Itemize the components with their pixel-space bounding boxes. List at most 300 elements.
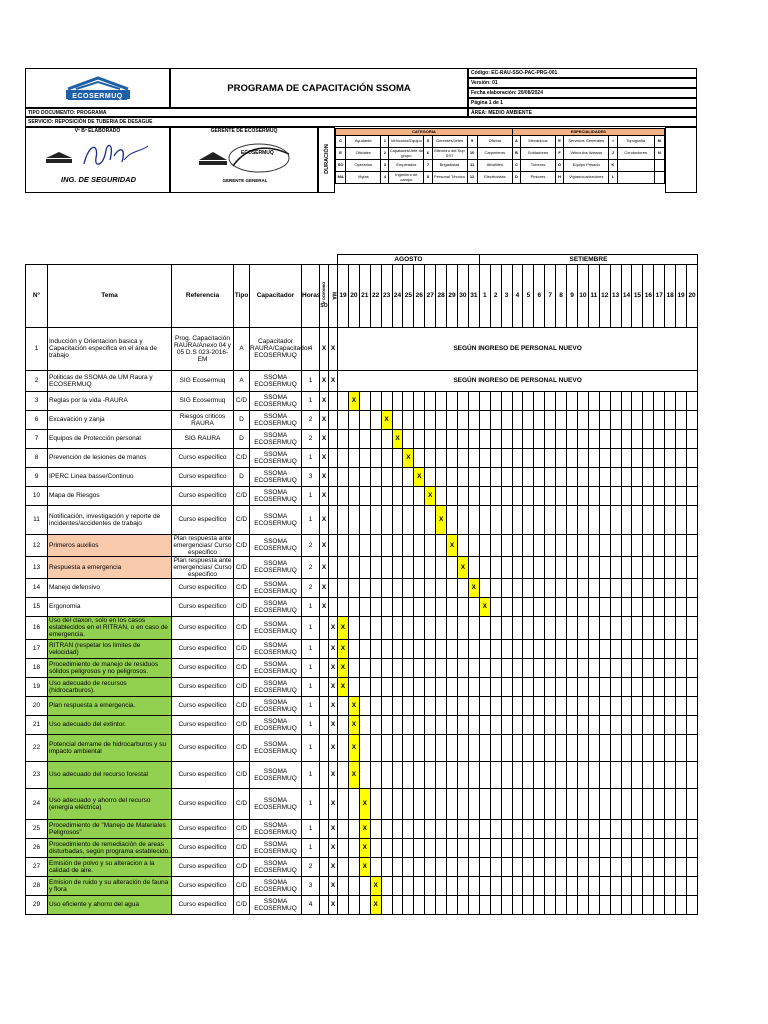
schedule-cell (468, 838, 479, 857)
col-topic: Tema (48, 264, 172, 327)
schedule-cell (545, 734, 556, 761)
schedule-mark: X (348, 761, 359, 788)
schedule-cell (425, 696, 436, 715)
legend-code: E (336, 148, 346, 160)
schedule-cell (621, 819, 632, 838)
schedule-cell (414, 658, 425, 677)
schedule-cell (425, 448, 436, 467)
schedule-cell (381, 658, 392, 677)
schedule-cell (523, 857, 534, 876)
schedule-cell (654, 448, 665, 467)
schedule-cell (348, 838, 359, 857)
table-row (26, 788, 698, 819)
schedule-cell (468, 391, 479, 410)
schedule-cell (687, 410, 698, 429)
schedule-cell (370, 658, 381, 677)
col-type: Tipo (234, 264, 250, 327)
schedule-cell (447, 857, 458, 876)
row-hours: 1 (302, 696, 320, 715)
row-type: C/D (234, 857, 250, 876)
schedule-cell (599, 534, 610, 556)
schedule-cell (436, 429, 447, 448)
schedule-cell (490, 505, 501, 534)
schedule-cell (403, 734, 414, 761)
schedule-mark: X (425, 486, 436, 505)
schedule-cell (501, 639, 512, 658)
schedule-cell (610, 788, 621, 819)
schedule-cell (610, 486, 621, 505)
schedule-cell (348, 556, 359, 578)
row-trainer: SSOMA ECOSERMUQ (250, 734, 302, 761)
legend-label: Topografía (617, 136, 654, 148)
schedule-cell (468, 448, 479, 467)
row-number: 8 (26, 448, 48, 467)
schedule-cell (338, 556, 349, 578)
schedule-cell (392, 876, 403, 895)
schedule-cell (370, 556, 381, 578)
schedule-cell (556, 534, 567, 556)
schedule-cell (425, 734, 436, 761)
day-header: 16 (643, 264, 654, 327)
row-type: C/D (234, 639, 250, 658)
schedule-cell (403, 876, 414, 895)
schedule-cell (501, 556, 512, 578)
schedule-cell (621, 597, 632, 616)
schedule-cell (370, 391, 381, 410)
schedule-cell (457, 696, 468, 715)
schedule-cell (621, 857, 632, 876)
schedule-cell (338, 391, 349, 410)
row-reference: Plan respuesta ante emergencias/ Curso especifico (173, 556, 232, 578)
schedule-cell (534, 534, 545, 556)
schedule-cell (381, 639, 392, 658)
schedule-cell (643, 696, 654, 715)
row-hours: 2 (302, 534, 320, 556)
category-heading: CATEGORIA (336, 129, 513, 136)
schedule-cell (687, 677, 698, 696)
schedule-cell (545, 819, 556, 838)
schedule-cell (599, 448, 610, 467)
schedule-mark: X (348, 696, 359, 715)
schedule-cell (490, 534, 501, 556)
schedule-cell (381, 857, 392, 876)
schedule-cell (501, 597, 512, 616)
schedule-cell (621, 534, 632, 556)
row-note: SEGÚN INGRESO DE PERSONAL NUEVO (338, 327, 698, 370)
schedule-cell (523, 838, 534, 857)
schedule-cell (370, 616, 381, 639)
schedule-cell (403, 715, 414, 734)
row-ma: X (329, 761, 338, 788)
schedule-cell (403, 761, 414, 788)
row-number: 25 (26, 819, 48, 838)
schedule-cell (599, 505, 610, 534)
schedule-cell (468, 895, 479, 914)
schedule-cell (665, 895, 676, 914)
row-type: C/D (234, 876, 250, 895)
legend-code: 5 (424, 136, 432, 148)
schedule-cell (577, 838, 588, 857)
day-header: 13 (610, 264, 621, 327)
schedule-cell (425, 895, 436, 914)
schedule-cell (545, 857, 556, 876)
schedule-cell (556, 616, 567, 639)
row-trainer: SSOMA ECOSERMUQ (250, 639, 302, 658)
legend-label: Tuberos (521, 160, 556, 172)
schedule-cell (687, 715, 698, 734)
row-number: 17 (26, 639, 48, 658)
legend-code: 2 (381, 148, 389, 160)
row-trainer: SSOMA ECOSERMUQ (250, 410, 302, 429)
schedule-cell (338, 597, 349, 616)
schedule-cell (359, 677, 370, 696)
schedule-cell (665, 486, 676, 505)
schedule-cell (381, 677, 392, 696)
schedule-cell (501, 838, 512, 857)
schedule-cell (512, 838, 523, 857)
schedule-mark: X (370, 895, 381, 914)
schedule-cell (643, 448, 654, 467)
row-type: C/D (234, 895, 250, 914)
schedule-cell (359, 715, 370, 734)
schedule-cell (556, 429, 567, 448)
schedule-cell (338, 467, 349, 486)
schedule-cell (567, 838, 578, 857)
row-number: 16 (26, 616, 48, 639)
schedule-cell (545, 486, 556, 505)
row-type: C/D (234, 597, 250, 616)
row-reference: Curso especifico (172, 597, 234, 616)
schedule-cell (577, 391, 588, 410)
schedule-cell (621, 429, 632, 448)
row-topic: Uso adecuado del extintor. (48, 715, 172, 734)
schedule-cell (490, 857, 501, 876)
row-type: C/D (234, 391, 250, 410)
schedule-cell (512, 696, 523, 715)
schedule-cell (610, 578, 621, 597)
schedule-cell (414, 819, 425, 838)
schedule-cell (359, 391, 370, 410)
schedule-cell (414, 429, 425, 448)
schedule-cell (392, 788, 403, 819)
schedule-cell (665, 696, 676, 715)
schedule-cell (523, 734, 534, 761)
schedule-cell (665, 556, 676, 578)
schedule-cell (588, 677, 599, 696)
schedule-cell (577, 578, 588, 597)
company-logo (25, 68, 170, 108)
schedule-cell (567, 505, 578, 534)
schedule-cell (665, 505, 676, 534)
legend-label: Oficina (477, 136, 512, 148)
schedule-cell (534, 486, 545, 505)
schedule-cell (534, 658, 545, 677)
schedule-cell (359, 658, 370, 677)
schedule-cell (490, 696, 501, 715)
schedule-cell (501, 429, 512, 448)
schedule-cell (425, 677, 436, 696)
row-so: X (320, 597, 329, 616)
schedule-cell (457, 486, 468, 505)
schedule-cell (348, 505, 359, 534)
legend-code: G (555, 160, 563, 172)
schedule-cell (654, 534, 665, 556)
schedule-cell (588, 429, 599, 448)
schedule-cell (501, 857, 512, 876)
schedule-cell (610, 696, 621, 715)
legend-code: J (609, 148, 617, 160)
row-number: 23 (26, 761, 48, 788)
row-reference: Curso especifico (172, 505, 234, 534)
schedule-cell (567, 658, 578, 677)
schedule-cell (676, 715, 687, 734)
row-type: C/D (234, 734, 250, 761)
schedule-cell (425, 658, 436, 677)
schedule-cell (654, 391, 665, 410)
schedule-cell (676, 505, 687, 534)
schedule-cell (403, 467, 414, 486)
schedule-cell (338, 448, 349, 467)
row-ma (329, 486, 338, 505)
schedule-cell (479, 857, 490, 876)
row-hours: 1 (302, 788, 320, 819)
row-reference: Curso especifico (172, 467, 234, 486)
row-reference: Curso especifico (172, 715, 234, 734)
schedule-cell (665, 677, 676, 696)
schedule-cell (359, 639, 370, 658)
row-trainer: SSOMA ECOSERMUQ (250, 876, 302, 895)
schedule-cell (588, 734, 599, 761)
schedule-cell (501, 486, 512, 505)
row-reference: Plan respuesta ante emergencias/ Curso especifico (173, 534, 232, 556)
schedule-cell (490, 556, 501, 578)
table-row (26, 734, 698, 761)
legend-code: C (336, 136, 346, 148)
schedule-cell (436, 639, 447, 658)
legend-label: Conductores (617, 148, 654, 160)
schedule-cell (403, 857, 414, 876)
schedule-cell (665, 448, 676, 467)
schedule-cell (534, 410, 545, 429)
schedule-cell (687, 467, 698, 486)
schedule-cell (392, 658, 403, 677)
row-topic: Respuesta a emergencia (48, 556, 172, 578)
schedule-cell (632, 857, 643, 876)
schedule-mark: X (370, 876, 381, 895)
day-header: 3 (501, 264, 512, 327)
schedule-cell (621, 391, 632, 410)
schedule-cell (599, 616, 610, 639)
schedule-cell (545, 429, 556, 448)
schedule-cell (610, 734, 621, 761)
schedule-cell (425, 410, 436, 429)
schedule-cell (403, 616, 414, 639)
schedule-cell (654, 467, 665, 486)
schedule-cell (392, 819, 403, 838)
legend-label (617, 160, 654, 172)
schedule-cell (501, 534, 512, 556)
row-topic: Reglas por la vida -RAURA (48, 391, 172, 410)
schedule-cell (523, 616, 534, 639)
schedule-cell (567, 819, 578, 838)
schedule-cell (490, 788, 501, 819)
row-hours: 3 (302, 467, 320, 486)
schedule-cell (490, 597, 501, 616)
schedule-cell (577, 715, 588, 734)
schedule-cell (654, 597, 665, 616)
schedule-cell (654, 876, 665, 895)
schedule-cell (479, 505, 490, 534)
schedule-cell (479, 448, 490, 467)
duration-label: DURACIÓN (324, 144, 330, 174)
schedule-cell (567, 696, 578, 715)
schedule-cell (545, 788, 556, 819)
row-hours: 2 (302, 857, 320, 876)
schedule-cell (545, 677, 556, 696)
schedule-cell (599, 857, 610, 876)
row-type: C/D (234, 761, 250, 788)
row-topic: Uso eficiente y ahorro del agua (48, 895, 172, 914)
schedule-cell (577, 429, 588, 448)
schedule-mark: X (359, 838, 370, 857)
schedule-cell (468, 734, 479, 761)
day-header: 31 (468, 264, 479, 327)
document-title: PROGRAMA DE CAPACITACIÓN SSOMA (170, 68, 468, 108)
document-area: ÁREA: MEDIO AMBIENTE (468, 108, 697, 117)
schedule-cell (577, 467, 588, 486)
row-trainer: Capacitador RAURA/Capacitador ECOSERMUQ (250, 327, 302, 370)
schedule-cell (425, 391, 436, 410)
schedule-cell (577, 448, 588, 467)
schedule-cell (545, 448, 556, 467)
schedule-cell (567, 715, 578, 734)
schedule-mark: X (414, 467, 425, 486)
schedule-cell (599, 734, 610, 761)
schedule-cell (468, 857, 479, 876)
schedule-cell (676, 410, 687, 429)
schedule-cell (479, 578, 490, 597)
row-trainer: SSOMA ECOSERMUQ (250, 505, 302, 534)
document-sheet (25, 68, 697, 912)
row-type: C/D (234, 658, 250, 677)
table-row (26, 616, 698, 639)
schedule-cell (370, 578, 381, 597)
schedule-cell (447, 677, 458, 696)
schedule-cell (436, 677, 447, 696)
schedule-cell (359, 597, 370, 616)
schedule-cell (479, 819, 490, 838)
row-ma (329, 391, 338, 410)
schedule-cell (556, 734, 567, 761)
schedule-cell (687, 788, 698, 819)
schedule-cell (468, 658, 479, 677)
schedule-cell (436, 857, 447, 876)
schedule-cell (523, 761, 534, 788)
schedule-cell (599, 639, 610, 658)
schedule-cell (447, 505, 458, 534)
schedule-cell (665, 734, 676, 761)
table-row (26, 467, 698, 486)
schedule-cell (534, 391, 545, 410)
schedule-cell (599, 597, 610, 616)
schedule-cell (392, 410, 403, 429)
row-hours: 1 (302, 819, 320, 838)
row-type: C/D (234, 556, 250, 578)
schedule-mark: X (392, 429, 403, 448)
schedule-cell (577, 895, 588, 914)
schedule-cell (556, 876, 567, 895)
schedule-cell (436, 761, 447, 788)
schedule-cell (556, 895, 567, 914)
schedule-cell (512, 819, 523, 838)
schedule-cell (654, 677, 665, 696)
schedule-cell (403, 819, 414, 838)
schedule-cell (338, 895, 349, 914)
schedule-cell (490, 819, 501, 838)
row-hours: 4 (302, 895, 320, 914)
schedule-cell (512, 876, 523, 895)
row-type: C/D (234, 578, 250, 597)
row-topic: Manejo defensivo (48, 578, 172, 597)
schedule-cell (436, 616, 447, 639)
schedule-cell (643, 556, 654, 578)
schedule-cell (610, 505, 621, 534)
schedule-cell (468, 761, 479, 788)
schedule-cell (447, 715, 458, 734)
schedule-mark: X (468, 578, 479, 597)
schedule-cell (359, 534, 370, 556)
schedule-cell (599, 391, 610, 410)
row-number: 28 (26, 876, 48, 895)
schedule-cell (414, 486, 425, 505)
schedule-cell (348, 876, 359, 895)
schedule-cell (556, 391, 567, 410)
schedule-cell (632, 429, 643, 448)
signature-left-caption: ING. DE SEGURIDAD (60, 175, 136, 184)
schedule-cell (534, 429, 545, 448)
row-so (320, 658, 329, 677)
schedule-cell (588, 788, 599, 819)
day-header: 30 (457, 264, 468, 327)
row-type: A (234, 370, 250, 391)
schedule-cell (512, 467, 523, 486)
schedule-cell (457, 578, 468, 597)
schedule-cell (425, 597, 436, 616)
day-header: 18 (665, 264, 676, 327)
row-reference: Curso especifico (172, 696, 234, 715)
legend-code: M (654, 136, 664, 148)
schedule-cell (643, 486, 654, 505)
schedule-cell (523, 486, 534, 505)
schedule-cell (425, 788, 436, 819)
schedule-cell (436, 838, 447, 857)
schedule-cell (567, 556, 578, 578)
table-row (26, 505, 698, 534)
schedule-cell (436, 556, 447, 578)
schedule-cell (457, 410, 468, 429)
table-row (26, 677, 698, 696)
row-ma: X (329, 788, 338, 819)
schedule-cell (567, 895, 578, 914)
document-code: Código: EC-RAU-SSO-PAC-PRG-001 (468, 68, 697, 78)
schedule-cell (479, 715, 490, 734)
schedule-cell (381, 734, 392, 761)
schedule-cell (599, 556, 610, 578)
schedule-cell (414, 788, 425, 819)
schedule-cell (610, 838, 621, 857)
schedule-cell (512, 534, 523, 556)
schedule-cell (425, 505, 436, 534)
